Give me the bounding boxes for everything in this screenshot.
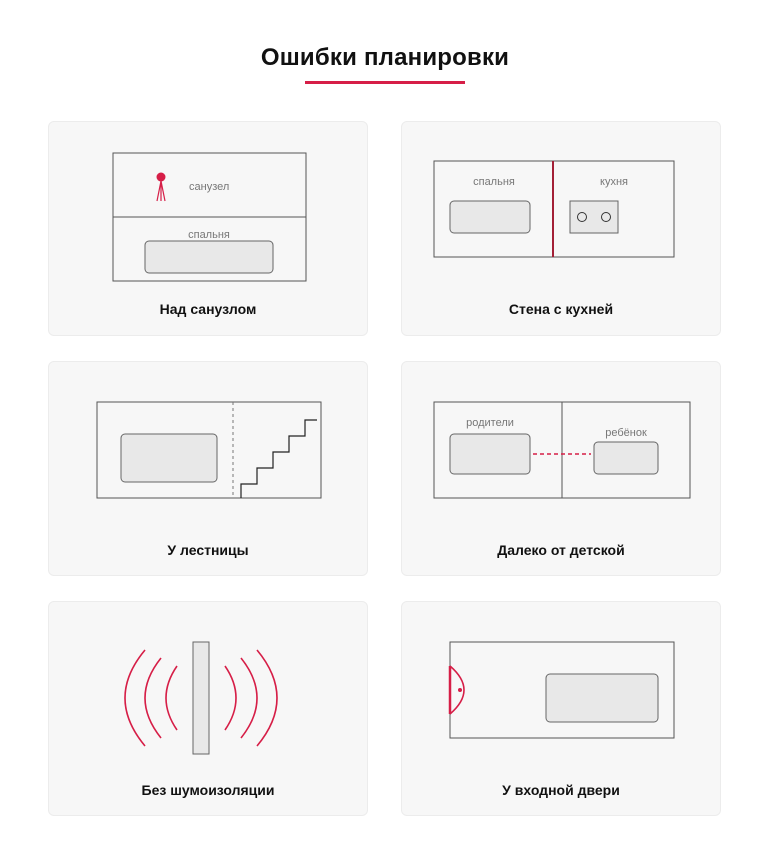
room-label-parents: родители: [466, 417, 514, 429]
child-bed-icon: [594, 442, 658, 474]
bed-icon: [450, 201, 530, 233]
card-near-front-door: [401, 601, 721, 816]
card-kitchen-wall: [401, 121, 721, 336]
wall-icon: [193, 642, 209, 754]
card-no-soundproofing: [48, 601, 368, 816]
room-label-bedroom: спальня: [473, 176, 515, 188]
room-label-kitchen: кухня: [600, 176, 628, 188]
bed-icon: [121, 434, 217, 482]
bed-icon: [145, 241, 273, 273]
stove-icon: [570, 201, 618, 233]
card-caption: Далеко от детской: [497, 542, 625, 558]
card-far-from-nursery: [401, 361, 721, 576]
door-icon: [450, 666, 464, 714]
card-caption: Без шумоизоляции: [141, 782, 275, 798]
card-caption: Стена с кухней: [508, 301, 614, 317]
room-label-bathroom: санузел: [189, 181, 230, 193]
card-caption: У входной двери: [502, 782, 620, 798]
room-label-bedroom: спальня: [188, 229, 230, 241]
card-caption: У лестницы: [167, 542, 249, 558]
bed-icon: [450, 434, 530, 474]
card-caption: Над санузлом: [159, 301, 257, 317]
card-near-stairs: [48, 361, 368, 576]
stairs-icon: [241, 420, 317, 498]
room-label-child: ребёнок: [605, 427, 647, 439]
page-title: Ошибки планировки: [260, 44, 510, 71]
title-underline: [305, 81, 465, 84]
shower-icon: [157, 173, 166, 202]
card-above-bathroom: [48, 121, 368, 336]
bed-icon: [546, 674, 658, 722]
